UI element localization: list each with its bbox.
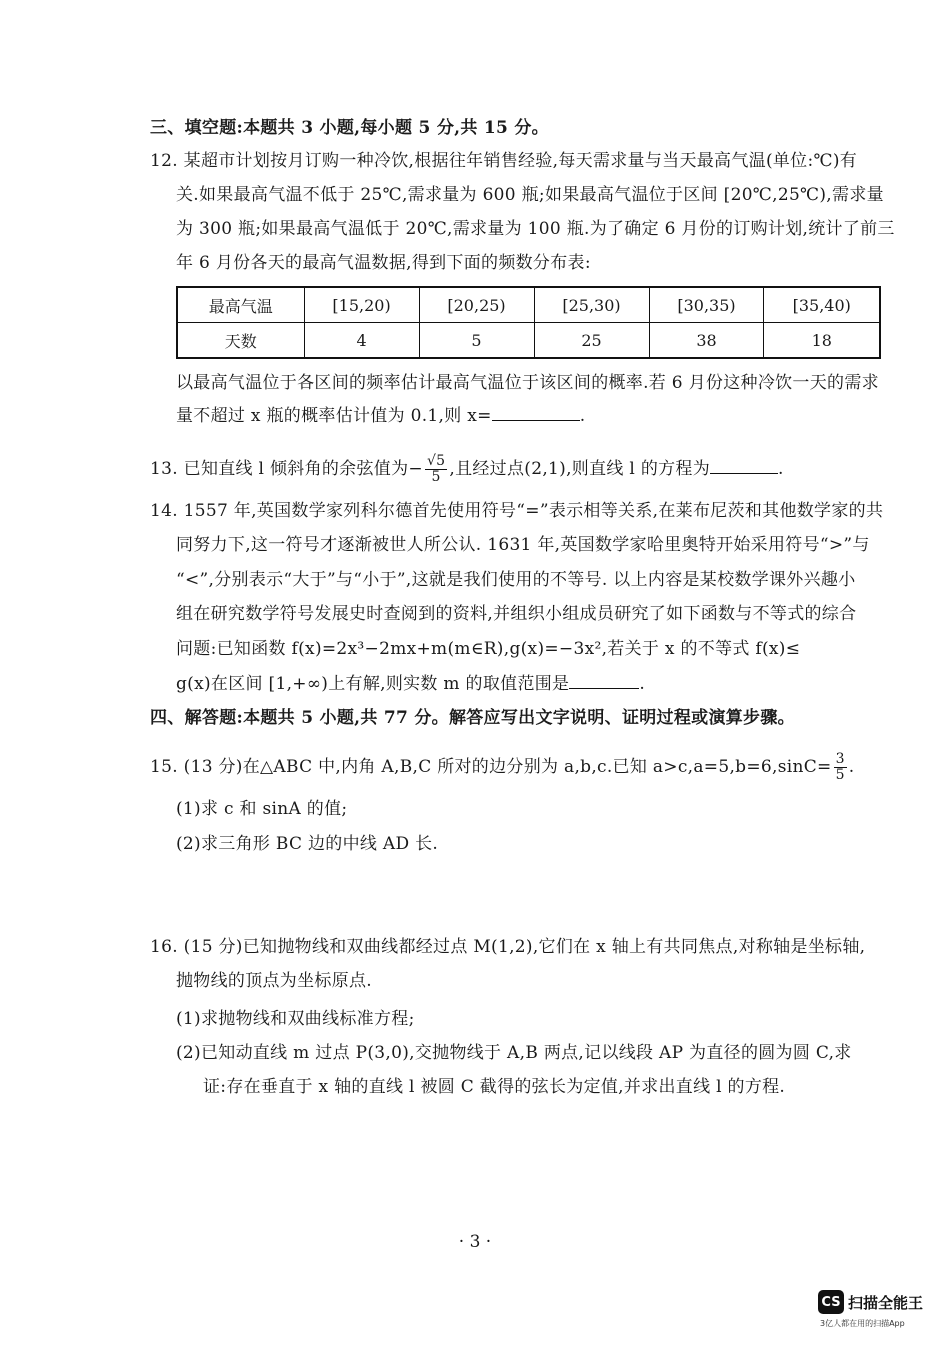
page-number: · 3 · [458, 1232, 492, 1252]
days-cell: 38 [649, 323, 764, 359]
q13-end-punct: . [778, 459, 784, 479]
table-row [177, 323, 880, 359]
q14-line-3: “<”,分别表示“大于”与“小于”,这就是我们使用的不等号. 以上内容是某校数学课外兴趣小 [176, 570, 856, 590]
interval-cell: [30,35) [649, 287, 764, 323]
q12-end-punct: . [579, 406, 586, 426]
camscanner-icon: CS [818, 1290, 844, 1314]
scanner-logo [818, 1290, 923, 1314]
q15-fraction [834, 752, 847, 783]
days-cell: 18 [764, 323, 880, 359]
q14-line-6 [176, 673, 645, 695]
q12-line-1: 12. 某超市计划按月订购一种冷饮,根据往年销售经验,每天需求量与当天最高气温(单位:℃)有 [150, 151, 858, 171]
q14-line-2: 同努力下,这一符号才逐渐被世人所公认. 1631 年,英国数学家哈里奥特开始采用符号“>”与 [176, 535, 870, 555]
q14-last-text: g(x)在区间 [1,+∞)上有解,则实数 m 的取值范围是 [176, 674, 570, 694]
q14-line-1: 14. 1557 年,英国数学家列科尔德首先使用符号“=”表示相等关系,在莱布尼茨和其他数学家的共 [150, 501, 884, 521]
q13-frac-num: √5 [426, 453, 446, 469]
interval-cell: [15,20) [304, 287, 419, 323]
q13-text-b: ,且经过点(2,1),则直线 l 的方程为 [449, 459, 711, 479]
interval-cell: [25,30) [534, 287, 649, 323]
q15-frac-den: 5 [835, 767, 845, 783]
days-cell: 5 [419, 323, 534, 359]
q15-text-b: . [848, 757, 855, 777]
logo-subtitle: 3亿人都在用的扫描App [820, 1319, 905, 1328]
q15-sub-1: (1)求 c 和 sinA 的值; [176, 799, 348, 819]
q16-line-2: 抛物线的顶点为坐标原点. [176, 971, 373, 991]
q14-end-punct: . [639, 674, 646, 694]
days-cell: 4 [304, 323, 419, 359]
q12-line-4: 年 6 月份各天的最高气温数据,得到下面的频数分布表: [176, 253, 591, 273]
answer-blank [492, 406, 580, 421]
q12-after-2 [176, 405, 585, 427]
q12-after-2-text: 量不超过 x 瓶的概率估计值为 0.1,则 x= [176, 406, 492, 426]
answer-blank [569, 674, 639, 689]
answer-blank [710, 459, 778, 474]
q16-sub-1: (1)求抛物线和双曲线标准方程; [176, 1009, 415, 1029]
q13-frac-den: 5 [431, 469, 441, 485]
q14-line-4: 组在研究数学符号发展史时查阅到的资料,并组织小组成员研究了如下函数与不等式的综合 [176, 604, 857, 624]
q12-line-2: 关.如果最高气温不低于 25℃,需求量为 600 瓶;如果最高气温位于区间 [20℃,25℃),需求量 [176, 185, 884, 205]
q16-sub-2: (2)已知动直线 m 过点 P(3,0),交抛物线于 A,B 两点,记以线段 AP 为直径的圆为圆 C,求 [176, 1043, 852, 1063]
interval-cell: [35,40) [764, 287, 880, 323]
q16-line-1: 16. (15 分)已知抛物线和双曲线都经过点 M(1,2),它们在 x 轴上有共同焦点,对称轴是坐标轴, [150, 937, 866, 957]
q12-line-3: 为 300 瓶;如果最高气温低于 20℃,需求量为 100 瓶.为了确定 6 月份的订购计划,统计了前三 [176, 219, 895, 239]
q13-line [150, 454, 784, 485]
interval-cell: [20,25) [419, 287, 534, 323]
q15-sub-2: (2)求三角形 BC 边的中线 AD 长. [176, 834, 439, 854]
q15-text-a: 15. (13 分)在△ABC 中,内角 A,B,C 所对的边分别为 a,b,c.已知 a>c,a=5,b=6,sinC= [150, 757, 832, 777]
logo-text: 扫描全能王 [848, 1293, 924, 1312]
table-row [177, 287, 880, 323]
table-header-temp: 最高气温 [177, 287, 304, 323]
table-header-days: 天数 [177, 323, 304, 359]
q13-text-a: 13. 已知直线 l 倾斜角的余弦值为− [150, 459, 423, 479]
days-cell: 25 [534, 323, 649, 359]
q14-line-5: 问题:已知函数 f(x)=2x³−2mx+m(m∈R),g(x)=−3x²,若关于 x 的不等式 f(x)≤ [176, 639, 801, 659]
section-4-title: 四、解答题:本题共 5 小题,共 77 分。解答应写出文字说明、证明过程或演算步骤。 [150, 708, 795, 728]
section-3-title: 三、填空题:本题共 3 小题,每小题 5 分,共 15 分。 [150, 118, 549, 138]
q16-sub-2-cont: 证:存在垂直于 x 轴的直线 l 被圆 C 截得的弦长为定值,并求出直线 l 的方程. [203, 1077, 786, 1097]
q15-line [150, 752, 855, 783]
q15-frac-num: 3 [835, 751, 845, 767]
frequency-table [176, 286, 881, 359]
q13-fraction [425, 454, 447, 485]
q12-after-1: 以最高气温位于各区间的频率估计最高气温位于该区间的概率.若 6 月份这种冷饮一天的需求 [176, 373, 879, 393]
